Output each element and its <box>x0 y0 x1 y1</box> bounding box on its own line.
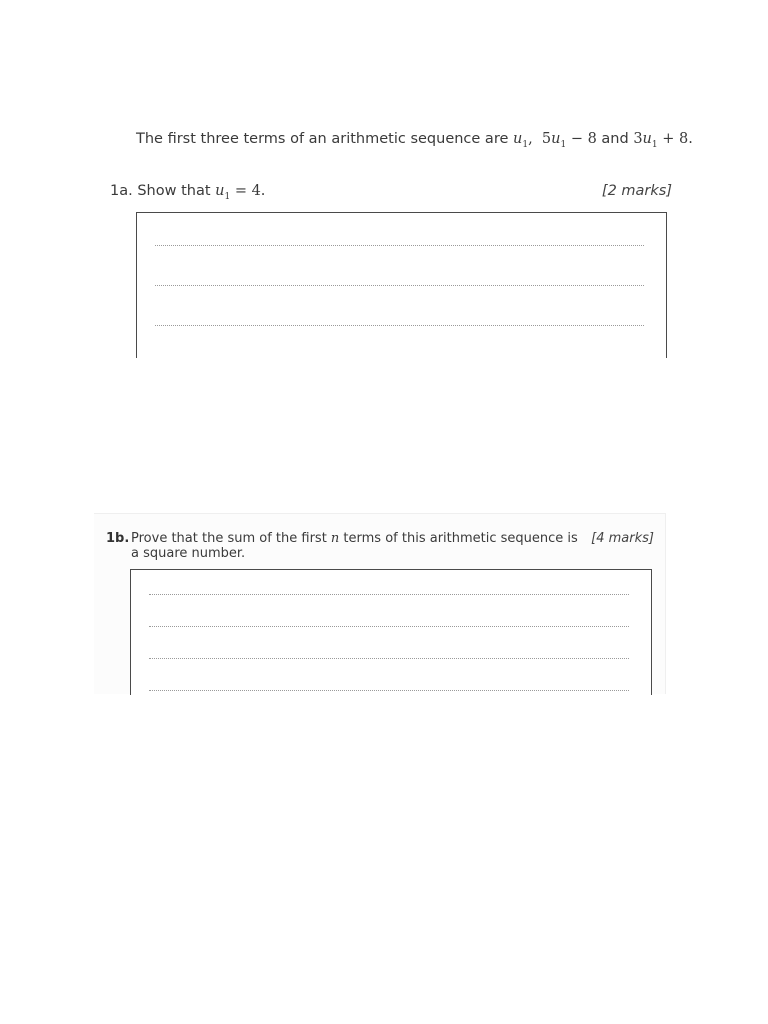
answer-line <box>155 325 644 326</box>
question-1a-equation: $u_1 = 4$. <box>215 183 266 202</box>
answer-box-1a[interactable] <box>136 212 667 358</box>
question-stem <box>136 131 693 150</box>
stem-term-2: $5u_1 - 8$ <box>541 131 597 150</box>
answer-box-1b[interactable] <box>130 569 652 695</box>
question-1b-n: n <box>330 531 340 546</box>
answer-line <box>149 690 629 691</box>
question-1b-number: 1b. <box>106 531 130 546</box>
answer-line <box>155 245 644 246</box>
question-1a-marks: [2 marks] <box>601 183 672 199</box>
question-1a-prompt <box>110 183 265 202</box>
stem-term-3: $3u_1 + 8$. <box>633 131 693 150</box>
answer-line <box>149 594 629 595</box>
question-1b-panel <box>94 513 666 694</box>
question-1a <box>110 183 672 205</box>
question-1a-text: Show that <box>137 183 216 199</box>
stem-and: and <box>596 131 634 147</box>
answer-line <box>155 285 644 286</box>
question-1b-marks: [4 marks] <box>591 531 654 546</box>
answer-line <box>149 626 629 627</box>
answer-line <box>149 658 629 659</box>
stem-text: The first three terms of an arithmetic sequence are <box>136 131 513 147</box>
question-1a-number: 1a. <box>110 183 133 199</box>
stem-term-1: $u_1$, <box>513 131 533 150</box>
question-1b-text: Prove that the sum of the first n terms of this arithmetic sequence is a square number. <box>131 531 578 561</box>
